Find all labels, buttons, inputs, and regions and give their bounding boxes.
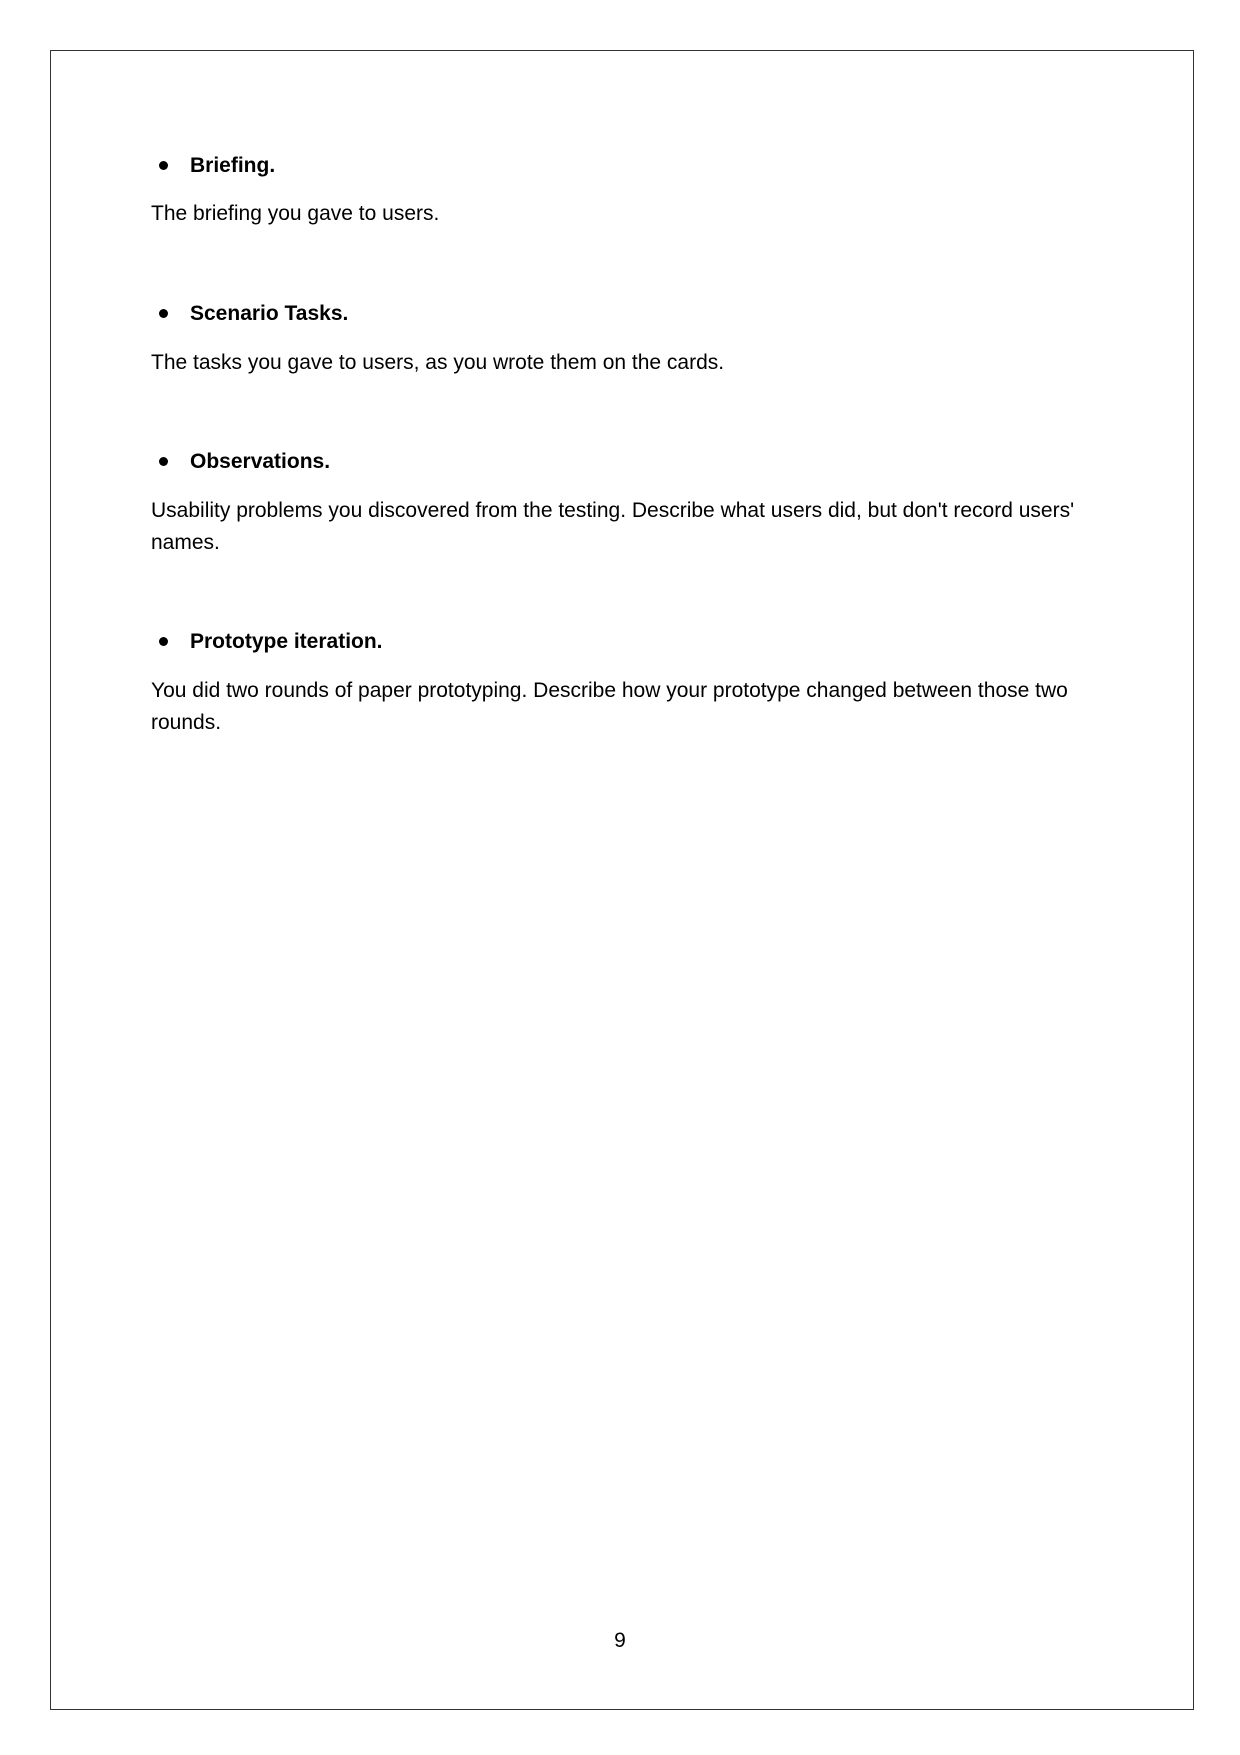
section-heading-text: Observations.: [190, 450, 331, 473]
section-body-observations: Usability problems you discovered from the testing. Describe what users did, but don't record users' names.: [151, 499, 1075, 554]
section-heading-prototype-iteration: [190, 629, 383, 655]
bullet-icon: [159, 161, 168, 170]
section-heading-text: Prototype iteration.: [190, 630, 383, 653]
bullet-icon: [159, 309, 168, 318]
section-body-prototype-iteration: You did two rounds of paper prototyping. Describe how your prototype changed between those two rounds.: [151, 679, 1068, 734]
section-body-scenario-tasks: The tasks you gave to users, as you wrote them on the cards.: [151, 351, 725, 374]
bullet-icon: [159, 637, 168, 646]
bullet-icon: [159, 457, 168, 466]
section-heading-scenario-tasks: [190, 301, 348, 327]
page-border: [50, 50, 1194, 1710]
section-body-briefing: The briefing you gave to users.: [151, 202, 440, 225]
section-heading-observations: [190, 449, 330, 475]
section-heading-text: Briefing.: [190, 154, 276, 177]
page-number: 9: [614, 1629, 626, 1652]
section-heading-briefing: [190, 153, 275, 179]
section-heading-text: Scenario Tasks.: [190, 302, 349, 325]
